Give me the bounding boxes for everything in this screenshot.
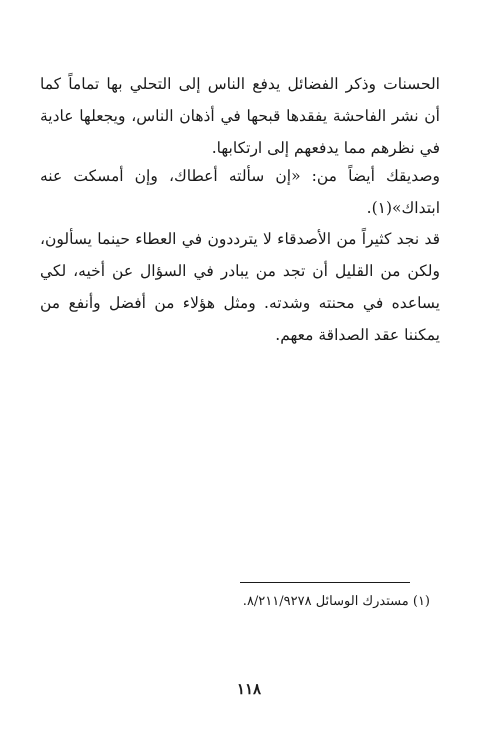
footnote-separator: [240, 582, 410, 583]
paragraph-2: وصديقك أيضاً من: «إن سألته أعطاك، وإن أمسكت عنه ابتداك»(١).: [40, 167, 440, 217]
paragraph-1: الحسنات وذكر الفضائل يدفع الناس إلى التحلي بها تماماً كما أن نشر الفاحشة يفقدها قبحها في أذهان الناس، ويجعلها عادية في نظرهم مما يدفعهم إلى ارتكابها.: [40, 75, 440, 157]
footnote: (١) مستدرك الوسائل ٨/٢١١/٩٢٧٨.: [242, 594, 430, 609]
paragraph-3: قد نجد كثيراً من الأصدقاء لا يترددون في العطاء حينما يسألون، ولكن من القليل أن تجد من يبادر في السؤال عن أخيه، لكي يساعده في محنته وشدته. ومثل هؤلاء من أفضل وأنفع من يمكننا عقد الصداقة معهم.: [40, 230, 440, 344]
page-number: ١١٨: [236, 680, 262, 698]
